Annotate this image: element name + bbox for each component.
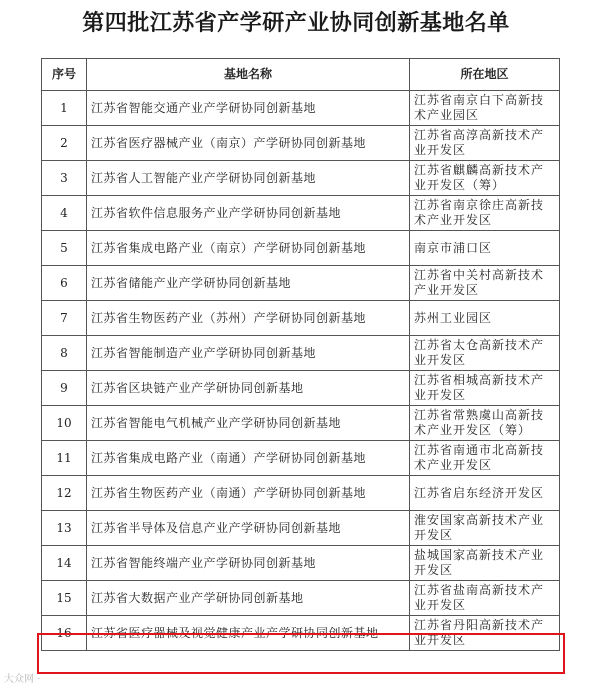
row-index: 8 (42, 336, 87, 371)
row-base-name: 江苏省人工智能产业产学研协同创新基地 (87, 161, 410, 196)
header-index: 序号 (42, 59, 87, 91)
row-location: 盐城国家高新技术产业开发区 (410, 546, 560, 581)
row-location: 江苏省南通市北高新技术产业开发区 (410, 441, 560, 476)
row-index: 1 (42, 91, 87, 126)
table-row (42, 301, 560, 336)
table-row (42, 511, 560, 546)
table-row (42, 196, 560, 231)
row-base-name: 江苏省智能电气机械产业产学研协同创新基地 (87, 406, 410, 441)
row-index: 6 (42, 266, 87, 301)
table-row (42, 91, 560, 126)
row-base-name: 江苏省生物医药产业（苏州）产学研协同创新基地 (87, 301, 410, 336)
table-row (42, 581, 560, 616)
row-base-name: 江苏省智能制造产业产学研协同创新基地 (87, 336, 410, 371)
row-base-name: 江苏省集成电路产业（南通）产学研协同创新基地 (87, 441, 410, 476)
row-base-name: 江苏省智能终端产业产学研协同创新基地 (87, 546, 410, 581)
row-index: 13 (42, 511, 87, 546)
row-location: 南京市浦口区 (410, 231, 560, 266)
table-row (42, 441, 560, 476)
row-index: 15 (42, 581, 87, 616)
row-index: 5 (42, 231, 87, 266)
row-location: 江苏省常熟虞山高新技术产业开发区（筹） (410, 406, 560, 441)
row-index: 12 (42, 476, 87, 511)
table-row (42, 371, 560, 406)
row-index: 2 (42, 126, 87, 161)
header-base-name: 基地名称 (87, 59, 410, 91)
table-row (42, 336, 560, 371)
row-base-name: 江苏省区块链产业产学研协同创新基地 (87, 371, 410, 406)
row-location: 江苏省中关村高新技术产业开发区 (410, 266, 560, 301)
row-location: 江苏省南京白下高新技术产业园区 (410, 91, 560, 126)
row-location: 苏州工业园区 (410, 301, 560, 336)
row-location: 江苏省太仓高新技术产业开发区 (410, 336, 560, 371)
table-row (42, 546, 560, 581)
row-location: 江苏省丹阳高新技术产业开发区 (410, 616, 560, 651)
header-location: 所在地区 (410, 59, 560, 91)
row-base-name: 江苏省储能产业产学研协同创新基地 (87, 266, 410, 301)
row-index: 7 (42, 301, 87, 336)
row-base-name: 江苏省生物医药产业（南通）产学研协同创新基地 (87, 476, 410, 511)
row-base-name: 江苏省大数据产业产学研协同创新基地 (87, 581, 410, 616)
table-row (42, 161, 560, 196)
table-row (42, 406, 560, 441)
row-location: 江苏省高淳高新技术产业开发区 (410, 126, 560, 161)
table-row (42, 476, 560, 511)
row-base-name: 江苏省医疗器械产业（南京）产学研协同创新基地 (87, 126, 410, 161)
row-index: 16 (42, 616, 87, 651)
row-base-name: 江苏省软件信息服务产业产学研协同创新基地 (87, 196, 410, 231)
table-body (42, 91, 560, 651)
row-location: 江苏省麒麟高新技术产业开发区（筹） (410, 161, 560, 196)
row-location: 江苏省启东经济开发区 (410, 476, 560, 511)
watermark: 大众网 · (4, 674, 41, 685)
row-base-name: 江苏省智能交通产业产学研协同创新基地 (87, 91, 410, 126)
row-index: 10 (42, 406, 87, 441)
table-header-row (42, 59, 560, 91)
row-location: 江苏省相城高新技术产业开发区 (410, 371, 560, 406)
table-row (42, 231, 560, 266)
row-location: 江苏省南京徐庄高新技术产业开发区 (410, 196, 560, 231)
row-index: 4 (42, 196, 87, 231)
row-index: 14 (42, 546, 87, 581)
row-index: 11 (42, 441, 87, 476)
row-location: 江苏省盐南高新技术产业开发区 (410, 581, 560, 616)
row-base-name: 江苏省医疗器械及视觉健康产业产学研协同创新基地 (87, 616, 410, 651)
highlight-box (37, 633, 565, 674)
base-list-table (41, 58, 560, 651)
row-base-name: 江苏省半导体及信息产业产学研协同创新基地 (87, 511, 410, 546)
row-index: 9 (42, 371, 87, 406)
table-row (42, 126, 560, 161)
row-base-name: 江苏省集成电路产业（南京）产学研协同创新基地 (87, 231, 410, 266)
table-row (42, 266, 560, 301)
page-title: 第四批江苏省产学研产业协同创新基地名单 (82, 10, 510, 36)
row-index: 3 (42, 161, 87, 196)
row-location: 淮安国家高新技术产业开发区 (410, 511, 560, 546)
